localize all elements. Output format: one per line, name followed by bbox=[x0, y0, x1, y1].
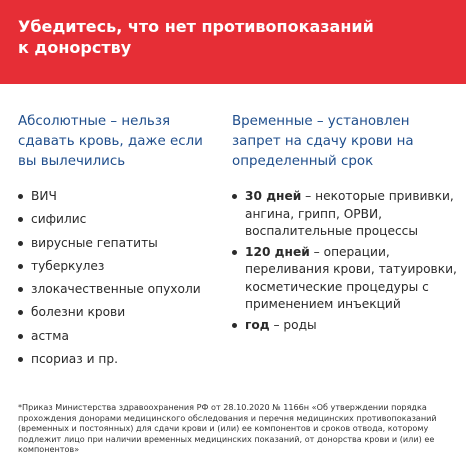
bullet-icon bbox=[18, 334, 23, 339]
temporary-contraindications-column bbox=[232, 112, 457, 337]
bullet-icon bbox=[232, 323, 237, 328]
period-label: год bbox=[245, 317, 270, 332]
period-text: – некоторые прививки, ангина, грипп, ОРВИ, воспалительные процессы bbox=[245, 189, 454, 238]
bullet-icon bbox=[18, 241, 23, 246]
list-item: астма bbox=[18, 328, 223, 345]
period-text: – операции, переливания крови, татуировки, косметические процедуры с применением инъекций bbox=[245, 244, 457, 311]
period-text: – роды bbox=[269, 317, 317, 332]
list-item bbox=[232, 317, 457, 335]
footnote: *Приказ Министерства здравоохранения РФ от 28.10.2020 № 1166н «Об утверждении порядка прохождения донорами медицинского обследования и перечня медицинских противопоказаний (временных и постоянных) для сдачи крови и (или) ее компонентов и сроков отвода, которому подлежит лицо при наличии временных медицинских показаний, от донорства крови и (или) ее компонентов» bbox=[18, 402, 437, 455]
bullet-icon bbox=[18, 194, 23, 199]
list-item bbox=[232, 188, 457, 241]
list-item: злокачественные опухоли bbox=[18, 281, 223, 298]
period-label: 30 дней bbox=[245, 189, 302, 203]
bullet-icon bbox=[232, 194, 237, 199]
period-label: 120 дней bbox=[245, 244, 310, 259]
bullet-icon bbox=[18, 310, 23, 315]
list-item: псориаз и пр. bbox=[18, 351, 223, 368]
list-item: ВИЧ bbox=[18, 188, 223, 205]
page-title: Убедитесь, что нет противопоказаний к донорству bbox=[18, 17, 374, 57]
list-item: туберкулез bbox=[18, 258, 223, 275]
bullet-icon bbox=[18, 287, 23, 292]
header-banner bbox=[0, 0, 466, 84]
list-item: вирусные гепатиты bbox=[18, 235, 223, 252]
list-item: болезни крови bbox=[18, 304, 223, 321]
bullet-icon bbox=[18, 217, 23, 222]
absolute-heading: Абсолютные – нельзя сдавать кровь, даже если вы вылечились bbox=[18, 114, 203, 169]
bullet-icon bbox=[18, 357, 23, 362]
temporary-heading: Временные – установлен запрет на сдачу крови на определенный срок bbox=[232, 114, 414, 169]
absolute-list bbox=[18, 188, 223, 368]
bullet-icon bbox=[232, 250, 237, 255]
list-item: сифилис bbox=[18, 211, 223, 228]
bullet-icon bbox=[18, 264, 23, 269]
temporary-list bbox=[232, 188, 457, 334]
absolute-contraindications-column bbox=[18, 112, 223, 374]
list-item bbox=[232, 244, 457, 314]
